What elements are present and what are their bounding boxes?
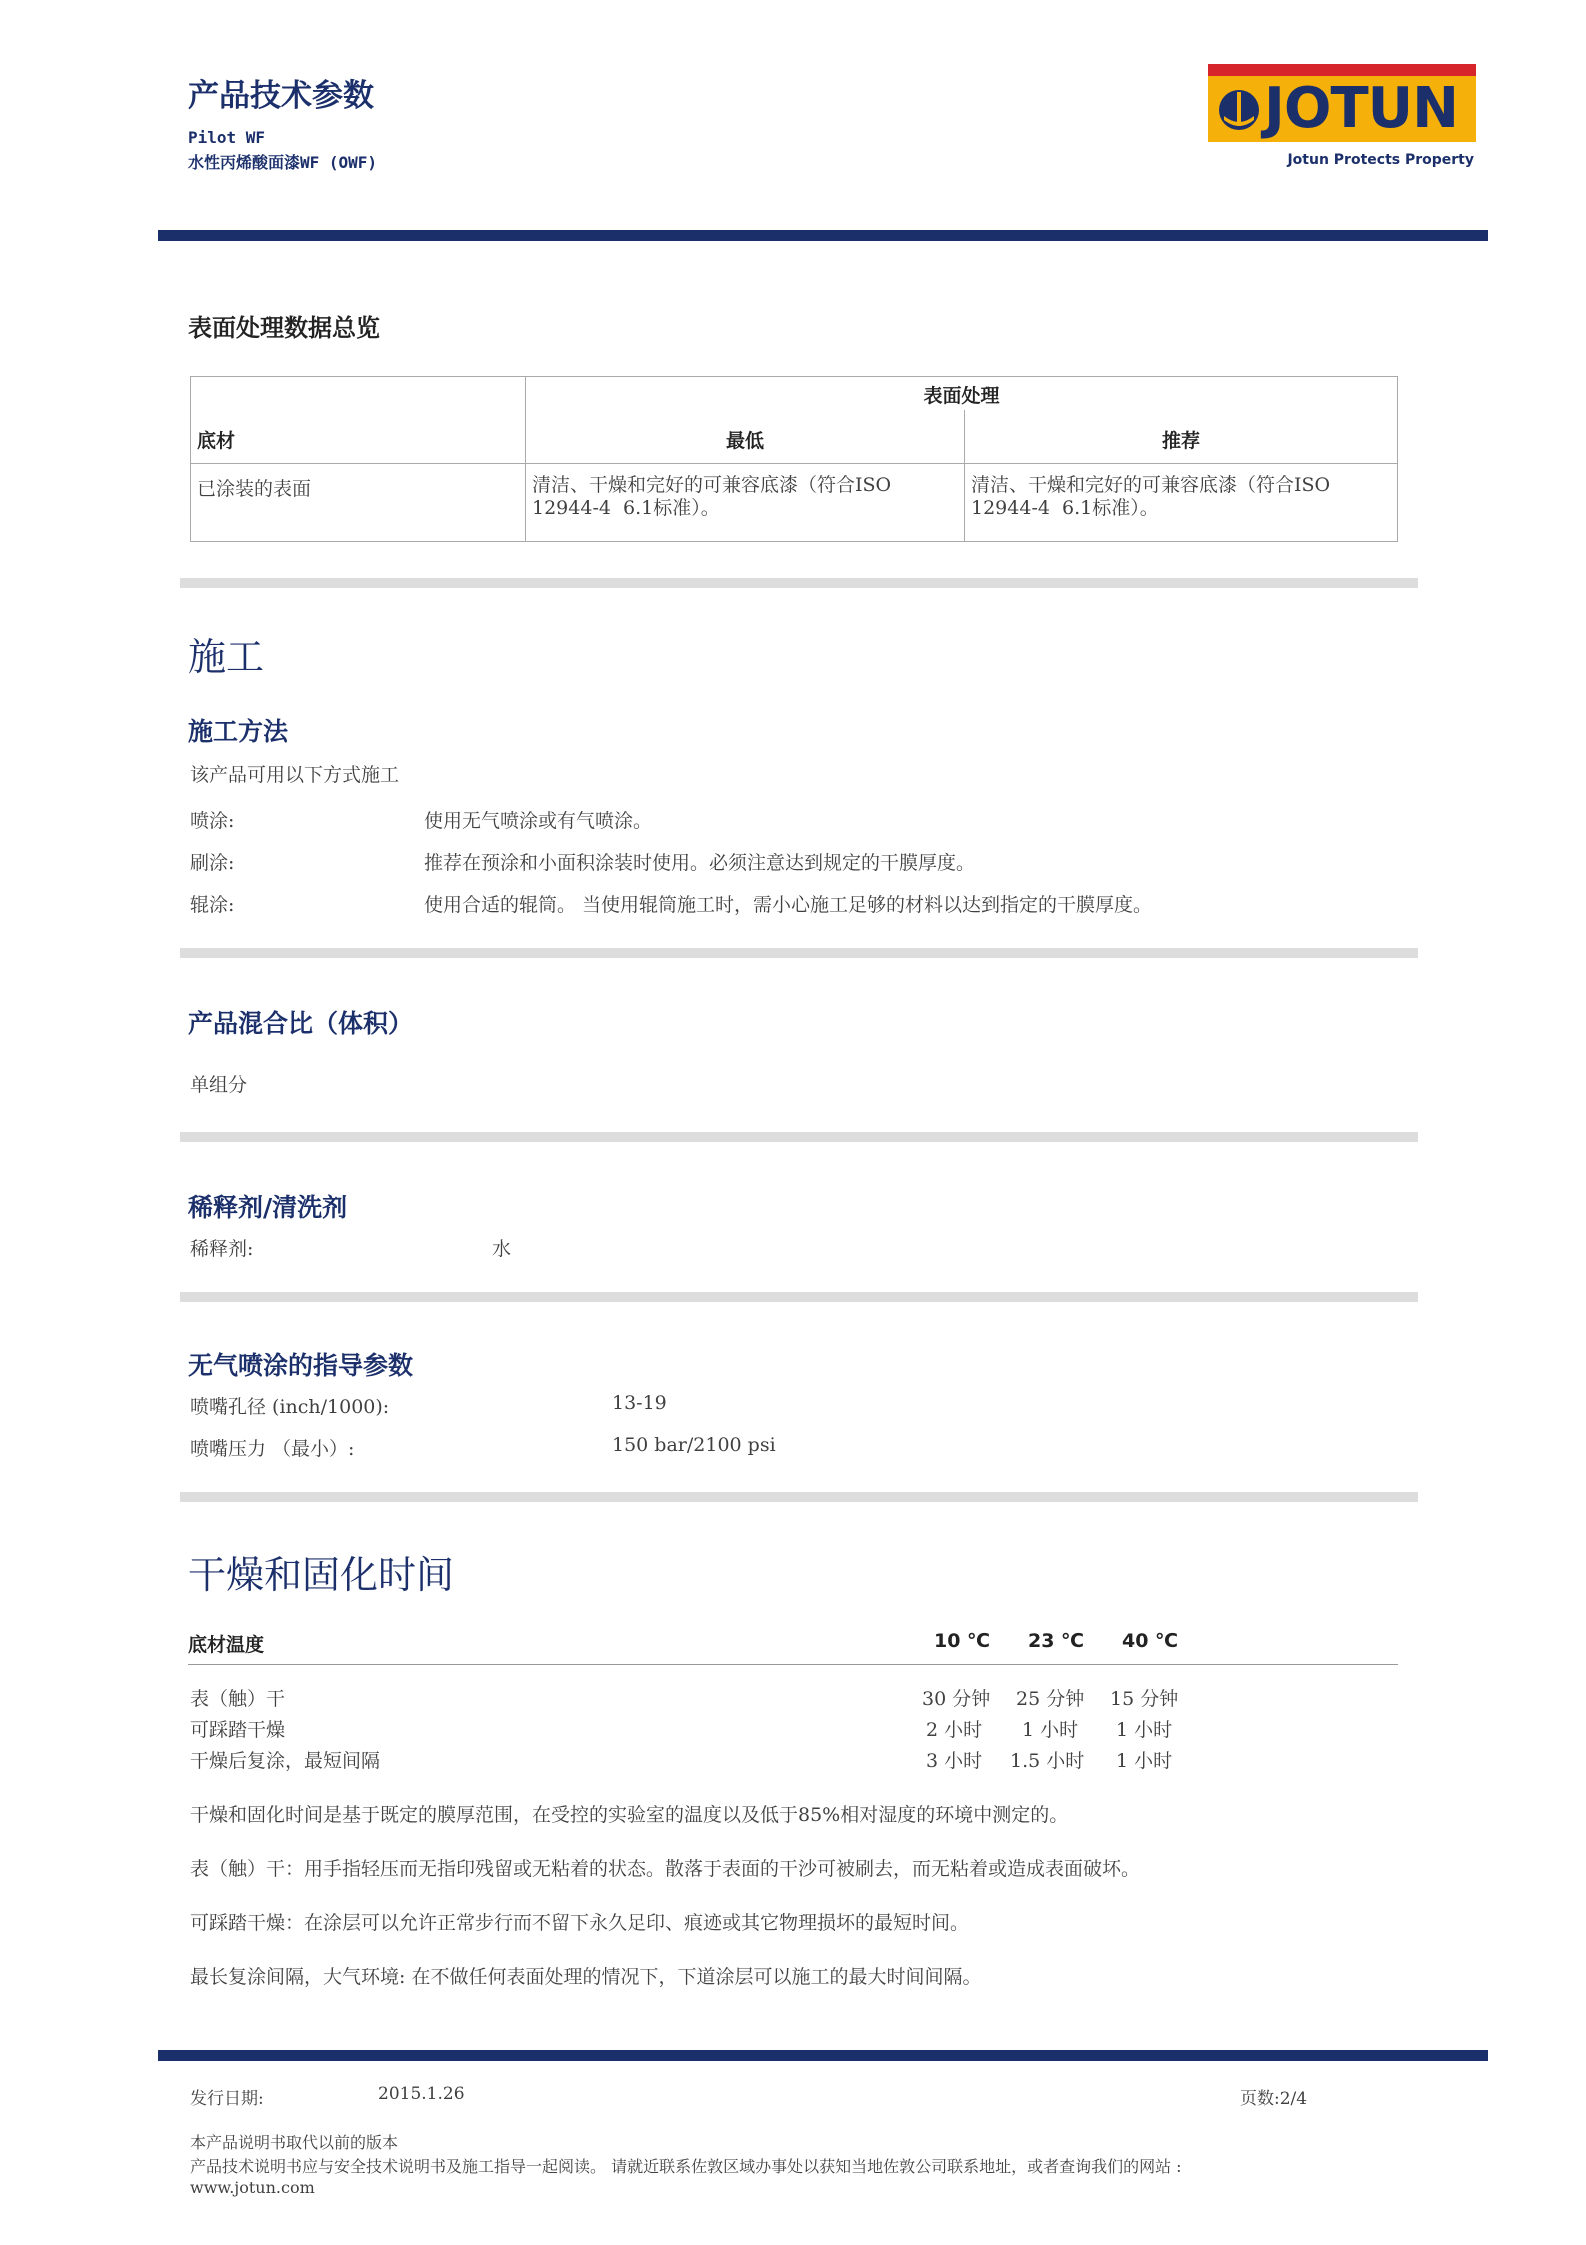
temp-23: 23 ℃: [1028, 1630, 1085, 1652]
divider: [180, 578, 1418, 588]
dry-val-walk-10: 2 小时: [926, 1719, 983, 1741]
application-title: 施工: [188, 635, 265, 679]
divider: [180, 948, 1418, 958]
drying-note-3: 可踩踏干燥：在涂层可以允许正常步行而不留下永久足印、痕迹或其它物理损坏的最短时间。: [190, 1912, 970, 1934]
col-min-header: 最低: [725, 430, 764, 452]
drying-note-4: 最长复涂间隔，大气环境: 在不做任何表面处理的情况下，下道涂层可以施工的最大时间间隔。: [190, 1966, 982, 1988]
dry-val-recoat-10: 3 小时: [926, 1750, 983, 1772]
method-label-roller: 辊涂:: [190, 894, 235, 916]
col-substrate-header: 底材: [197, 430, 236, 452]
cell-min-line2: 12944-4 6.1标准）。: [532, 497, 720, 519]
airless-label-tip: 喷嘴孔径 (inch/1000):: [190, 1396, 390, 1418]
method-value-spray: 使用无气喷涂或有气喷涂。: [424, 810, 653, 832]
issue-label: 发行日期:: [190, 2089, 264, 2109]
group-header: 表面处理: [923, 385, 1000, 407]
jotun-ship-icon: [1216, 86, 1262, 134]
method-value-roller: 使用合适的辊筒。 当使用辊筒施工时，需小心施工足够的材料以达到指定的干膜厚度。: [424, 894, 1153, 916]
dry-val-touch-40: 15 分钟: [1110, 1688, 1179, 1710]
logo-tagline: Jotun Protects Property: [1287, 152, 1474, 168]
col-rec-header: 推荐: [1161, 430, 1200, 452]
thinner-label: 稀释剂:: [190, 1238, 254, 1260]
page-title: 产品技术参数: [188, 78, 374, 114]
method-label-brush: 刷涂:: [190, 852, 235, 874]
drying-header-rule: [188, 1664, 1398, 1665]
drying-title: 干燥和固化时间: [188, 1553, 455, 1597]
page-value: 2/4: [1279, 2089, 1308, 2109]
dry-label-recoat: 干燥后复涂，最短间隔: [190, 1750, 381, 1772]
cell-min-line1: 清洁、干燥和完好的可兼容底漆（符合ISO: [532, 474, 892, 496]
temp-10: 10 ℃: [934, 1630, 991, 1652]
divider: [180, 1292, 1418, 1302]
method-heading: 施工方法: [188, 717, 289, 746]
cell-rec-line2: 12944-4 6.1标准）。: [971, 497, 1159, 519]
cell-substrate: 已涂装的表面: [197, 478, 312, 500]
method-label-spray: 喷涂:: [190, 810, 235, 832]
page-label: 页数:: [1240, 2089, 1280, 2109]
surface-heading: 表面处理数据总览: [188, 314, 380, 342]
dry-val-recoat-40: 1 小时: [1116, 1750, 1173, 1772]
product-name: 水性丙烯酸面漆WF (OWF): [188, 153, 378, 172]
footer-rule: [158, 2050, 1488, 2061]
header-rule: [158, 230, 1488, 241]
drying-header-label: 底材温度: [188, 1634, 265, 1656]
footer-website-link[interactable]: www.jotun.com: [190, 2178, 315, 2197]
dry-val-recoat-23: 1.5 小时: [1010, 1750, 1085, 1772]
airless-value-pressure: 150 bar/2100 psi: [612, 1434, 776, 1456]
divider: [180, 1132, 1418, 1142]
issue-date: 2015.1.26: [378, 2084, 465, 2104]
method-value-brush: 推荐在预涂和小面积涂装时使用。必须注意达到规定的干膜厚度。: [424, 852, 976, 874]
dry-val-touch-10: 30 分钟: [922, 1688, 991, 1710]
airless-value-tip: 13-19: [612, 1392, 667, 1414]
temp-40: 40 ℃: [1122, 1630, 1179, 1652]
drying-note-2: 表（触）干：用手指轻压而无指印残留或无粘着的状态。散落于表面的干沙可被刷去，而无粘着或造成表面破坏。: [190, 1858, 1141, 1880]
dry-label-walk: 可踩踏干燥: [190, 1719, 286, 1741]
divider: [180, 1492, 1418, 1502]
cell-rec-line1: 清洁、干燥和完好的可兼容底漆（符合ISO: [971, 474, 1331, 496]
product-code: Pilot WF: [188, 128, 266, 147]
logo-brand: JOTUN: [1264, 76, 1458, 141]
footer-line-1: 本产品说明书取代以前的版本: [190, 2133, 399, 2152]
dry-val-touch-23: 25 分钟: [1016, 1688, 1085, 1710]
mix-value: 单组分: [190, 1074, 248, 1096]
dry-val-walk-23: 1 小时: [1022, 1719, 1079, 1741]
jotun-logo: [1208, 64, 1476, 174]
drying-note-1: 干燥和固化时间是基于既定的膜厚范围，在受控的实验室的温度以及低于85%相对湿度的环境中测定的。: [190, 1804, 1069, 1826]
thinner-heading: 稀释剂/清洗剂: [188, 1193, 348, 1222]
airless-heading: 无气喷涂的指导参数: [188, 1351, 414, 1380]
dry-label-touch: 表（触）干: [190, 1688, 286, 1710]
surface-prep-table: [190, 376, 1398, 542]
table-row: [191, 464, 1398, 542]
page-number: [1240, 2084, 1307, 2109]
method-intro: 该产品可用以下方式施工: [190, 764, 400, 786]
footer-line-2: 产品技术说明书应与安全技术说明书及施工指导一起阅读。 请就近联系佐敦区域办事处以获知当地佐敦公司联系地址，或者查询我们的网站 :: [190, 2157, 1182, 2176]
airless-label-pressure: 喷嘴压力 （最小）:: [190, 1438, 355, 1460]
mix-heading: 产品混合比（体积）: [188, 1009, 414, 1038]
thinner-value: 水: [492, 1238, 512, 1260]
dry-val-walk-40: 1 小时: [1116, 1719, 1173, 1741]
